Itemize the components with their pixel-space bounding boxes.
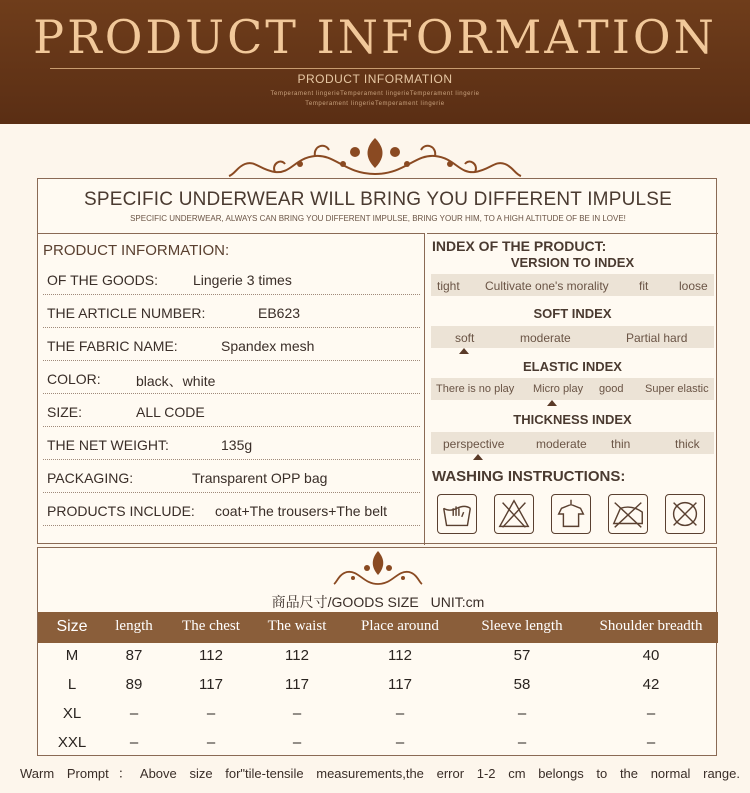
column-header: length (115, 618, 153, 634)
spec-value: black、white (136, 373, 216, 389)
column-header: Size (56, 618, 88, 635)
version-index-scale (431, 274, 714, 296)
spec-value: Spandex mesh (221, 338, 315, 354)
scale-option: Micro play (533, 383, 584, 395)
table-cell: – (129, 734, 139, 751)
headline-title: SPECIFIC UNDERWEAR WILL BRING YOU DIFFERENT IMPULSE (83, 189, 673, 210)
hand-wash-icon (437, 494, 477, 534)
divider (43, 525, 420, 526)
size-table-header (38, 612, 718, 643)
size-cell: XXL (57, 734, 87, 751)
scale-option: soft (455, 331, 475, 345)
table-cell: – (206, 734, 216, 751)
table-cell: – (292, 705, 302, 722)
scale-option: tight (437, 279, 460, 293)
version-index-title: VERSION TO INDEX (510, 255, 635, 270)
do-not-dry-clean-icon (665, 494, 705, 534)
divider (43, 327, 420, 328)
scale-option: Cultivate one's morality (485, 279, 609, 293)
elastic-index-marker (547, 400, 557, 406)
column-header: Place around (361, 618, 439, 634)
spec-label: COLOR: (47, 371, 101, 387)
index-panel (427, 233, 718, 545)
scale-option: perspective (443, 437, 505, 451)
table-cell: – (646, 705, 656, 722)
product-info-panel (38, 233, 425, 545)
spec-value: EB623 (258, 305, 301, 321)
table-cell: 40 (642, 647, 660, 664)
table-cell: 112 (199, 647, 223, 664)
table-cell: – (517, 734, 527, 751)
thickness-index-marker (473, 454, 483, 460)
spec-value: Lingerie 3 times (193, 272, 292, 288)
table-cell: 112 (285, 647, 309, 664)
soft-index-marker (459, 348, 469, 354)
spec-label: THE NET WEIGHT: (47, 437, 169, 453)
table-cell: 117 (388, 676, 412, 693)
spec-label: THE FABRIC NAME: (47, 338, 178, 354)
size-cell: M (65, 647, 79, 664)
column-header: The waist (267, 618, 327, 634)
size-title-text: 商品尺寸/GOODS SIZE (271, 594, 419, 610)
table-cell: 117 (199, 676, 223, 693)
elastic-index-scale (431, 378, 714, 400)
table-cell: – (646, 734, 656, 751)
scale-option: There is no play (436, 383, 515, 395)
thickness-index-title: THICKNESS INDEX (513, 412, 632, 427)
product-info-title: PRODUCT INFORMATION: (43, 242, 230, 259)
scale-option: loose (679, 279, 708, 293)
elastic-index-title: ELASTIC INDEX (523, 359, 622, 374)
divider (43, 294, 420, 295)
table-cell: 89 (125, 676, 143, 693)
spec-label: PRODUCTS INCLUDE: (47, 503, 195, 519)
do-not-bleach-icon (494, 494, 534, 534)
size-cell: XL (62, 705, 82, 722)
divider (43, 426, 420, 427)
table-cell: 112 (388, 647, 412, 664)
spec-label: SIZE: (47, 404, 83, 420)
scale-option: thin (611, 437, 631, 451)
table-cell: – (395, 734, 405, 751)
product-details-box (37, 178, 717, 544)
divider (43, 459, 420, 460)
column-header: The chest (182, 618, 240, 634)
header-banner (0, 0, 750, 124)
scale-option: Partial hard (626, 331, 688, 345)
spec-label: OF THE GOODS: (47, 272, 158, 288)
warm-prompt: Warm Prompt：Above size for"tile-tensile measurements,the error 1-2 cm belongs to the normal range. (20, 766, 740, 781)
scale-option: moderate (520, 331, 571, 345)
washing-title: WASHING INSTRUCTIONS: (432, 468, 626, 485)
do-not-iron-icon (608, 494, 648, 534)
banner-tagline-2: Temperament lingerieTemperament lingerie (305, 101, 445, 107)
banner-tagline-1: Temperament lingerieTemperament lingerieTemperament lingerie (270, 91, 480, 97)
spec-value: ALL CODE (136, 404, 205, 420)
table-cell: 57 (513, 647, 531, 664)
spec-value: Transparent OPP bag (192, 470, 328, 486)
table-cell: – (129, 705, 139, 722)
size-table-title (38, 592, 718, 612)
scale-option: thick (675, 437, 700, 451)
column-header: Shoulder breadth (599, 618, 703, 634)
size-table-box (37, 547, 717, 756)
divider (43, 393, 420, 394)
table-cell: 117 (285, 676, 309, 693)
soft-index-title: SOFT INDEX (533, 306, 612, 321)
index-title: INDEX OF THE PRODUCT: (432, 238, 607, 254)
headline-subtitle: SPECIFIC UNDERWEAR, ALWAYS CAN BRING YOU DIFFERENT IMPULSE, BRING YOUR HIM, TO A HIGH ALTITUDE OF BE IN LOVE! (130, 214, 626, 223)
size-unit: UNIT:cm (430, 594, 485, 610)
spec-value: coat+The trousers+The belt (215, 503, 387, 519)
table-cell: – (292, 734, 302, 751)
scale-option: Super elastic (645, 383, 709, 395)
divider (43, 360, 420, 361)
spec-label: THE ARTICLE NUMBER: (47, 305, 206, 321)
divider (43, 492, 420, 493)
banner-title: PRODUCT INFORMATION (33, 10, 717, 64)
table-cell: – (395, 705, 405, 722)
column-header: Sleeve length (481, 618, 563, 634)
top-ornament-icon (225, 134, 525, 180)
size-cell: L (67, 676, 77, 693)
table-cell: 58 (513, 676, 531, 693)
banner-divider (50, 68, 700, 69)
spec-label: PACKAGING: (47, 470, 134, 486)
table-cell: – (206, 705, 216, 722)
scale-option: fit (639, 279, 649, 293)
banner-subtitle: PRODUCT INFORMATION (297, 72, 453, 86)
hang-dry-icon (551, 494, 591, 534)
size-ornament-icon (333, 548, 423, 588)
soft-index-scale (431, 326, 714, 348)
table-cell: 87 (125, 647, 143, 664)
thickness-index-scale (431, 432, 714, 454)
table-cell: – (517, 705, 527, 722)
table-cell: 42 (642, 676, 660, 693)
spec-value: 135g (221, 437, 253, 453)
scale-option: moderate (536, 437, 587, 451)
scale-option: good (599, 383, 624, 395)
